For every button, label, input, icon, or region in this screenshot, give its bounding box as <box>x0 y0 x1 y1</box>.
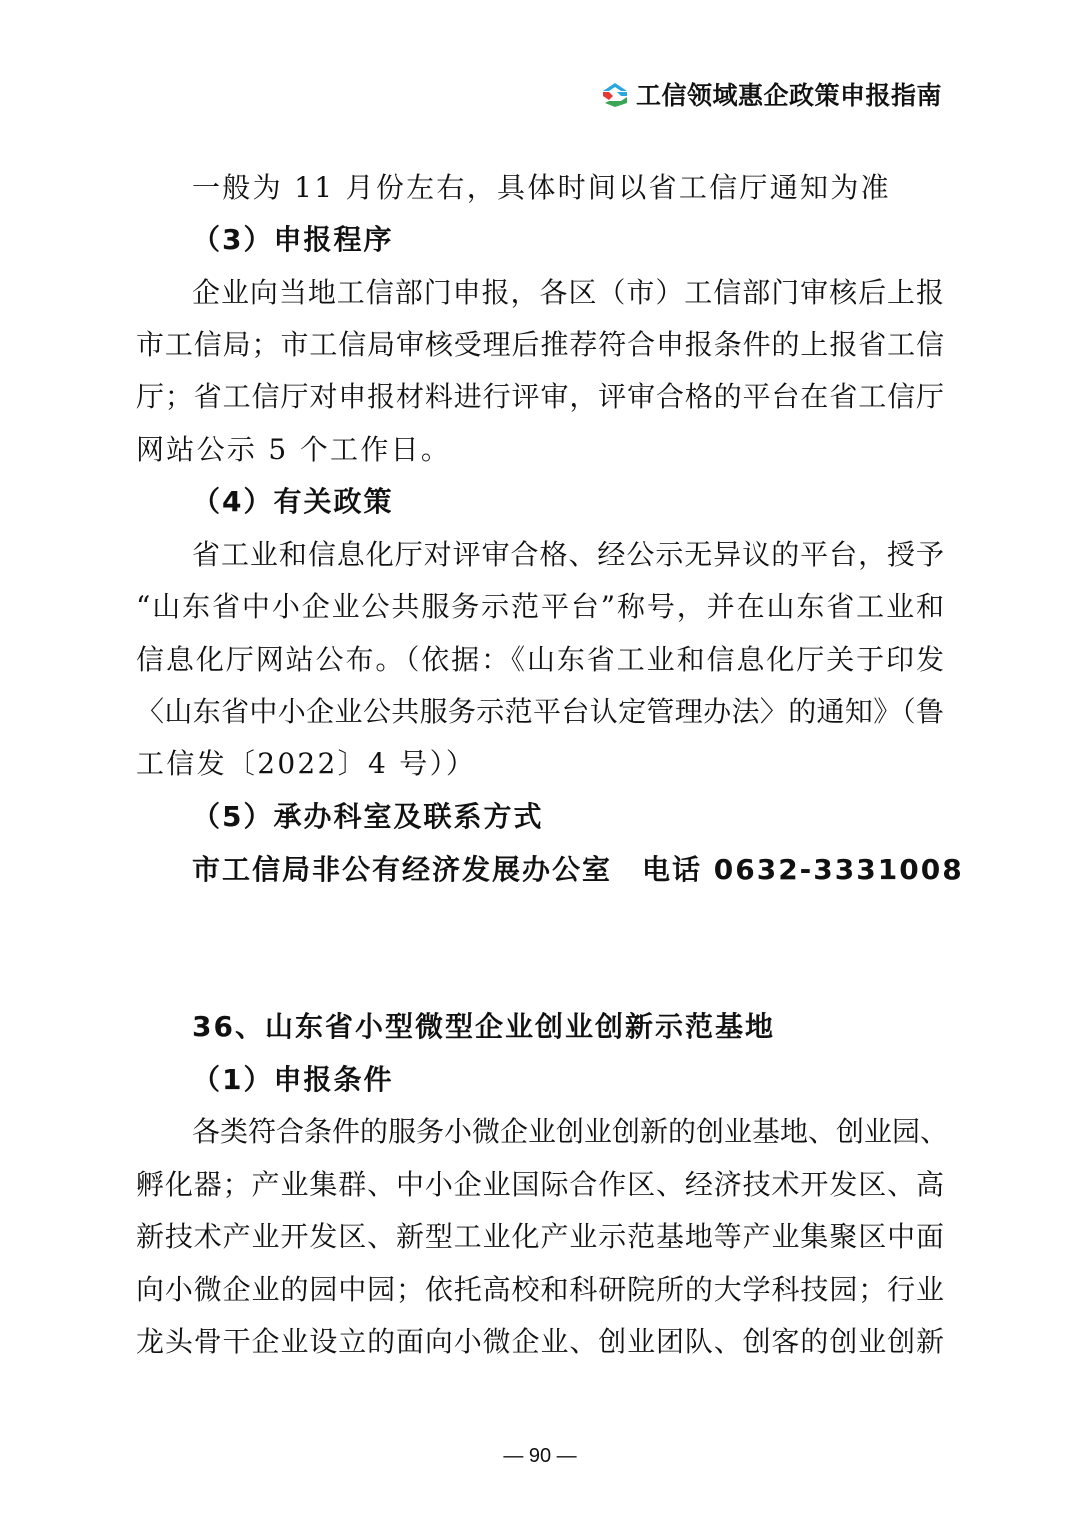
running-header <box>600 76 942 112</box>
body-line: 向小微企业的园中园；依托高校和科研院所的大学科技园；行业 <box>136 1273 944 1306</box>
section-heading: （4）有关政策 <box>192 485 394 518</box>
page-number: — 90 — <box>503 1445 577 1467</box>
body-line: 新技术产业开发区、新型工业化产业示范基地等产业集聚区中面 <box>136 1220 944 1253</box>
body-line: 网站公示 5 个工作日。 <box>136 433 452 466</box>
contact-line: 市工信局非公有经济发展办公室 电话 0632-3331008 <box>192 853 964 886</box>
body-line: 市工信局；市工信局审核受理后推荐符合申报条件的上报省工信 <box>136 328 944 361</box>
section-heading: （1）申报条件 <box>192 1063 394 1096</box>
section-heading: （3）申报程序 <box>192 223 394 256</box>
item-title: 36、山东省小型微型企业创业创新示范基地 <box>192 1010 775 1043</box>
body-line: 省工业和信息化厅对评审合格、经公示无异议的平台，授予 <box>192 538 944 571</box>
body-line: 〈山东省中小企业公共服务示范平台认定管理办法〉的通知》（鲁 <box>136 695 944 728</box>
body-line: “山东省中小企业公共服务示范平台”称号，并在山东省工业和 <box>136 590 944 623</box>
body-line: 工信发〔2022〕4 号）） <box>136 747 477 780</box>
body-line: 一般为 11 月份左右，具体时间以省工信厅通知为准 <box>192 171 891 204</box>
body-line: 各类符合条件的服务小微企业创业创新的创业基地、创业园、 <box>192 1115 949 1148</box>
body-line: 厅；省工信厅对申报材料进行评审，评审合格的平台在省工信厅 <box>136 380 944 413</box>
header-title: 工信领域惠企政策申报指南 <box>635 81 942 110</box>
body-line: 孵化器；产业集群、中小企业国际合作区、经济技术开发区、高 <box>136 1168 944 1201</box>
section-heading: （5）承办科室及联系方式 <box>192 800 544 833</box>
body-line: 信息化厅网站公布。（依据：《山东省工业和信息化厅关于印发 <box>136 643 944 676</box>
tri-color-arrow-logo-icon <box>600 79 630 109</box>
body-line: 企业向当地工信部门申报，各区（市）工信部门审核后上报 <box>192 276 944 309</box>
body-line: 龙头骨干企业设立的面向小微企业、创业团队、创客的创业创新 <box>136 1325 944 1358</box>
